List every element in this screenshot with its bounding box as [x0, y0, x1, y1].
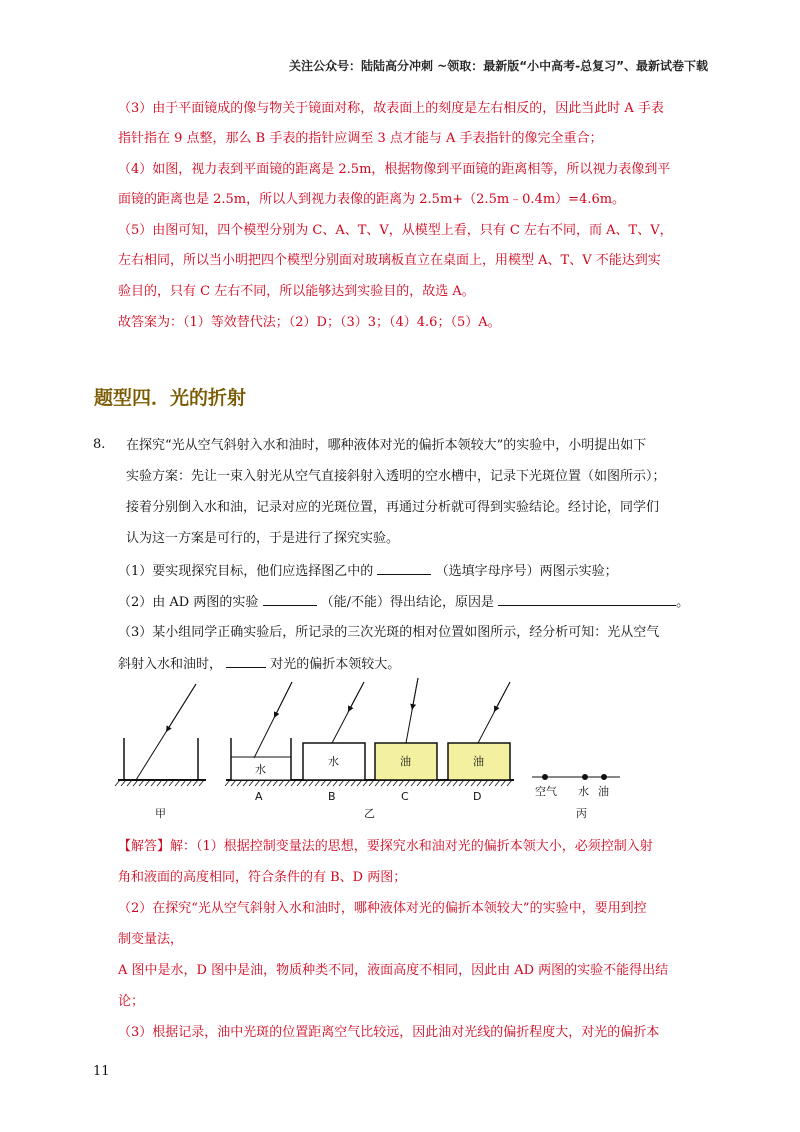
figure-jia-empty-tank — [115, 684, 206, 786]
answer-line-6: 左右相同，所以当小明把四个模型分别面对玻璃板直立在桌面上，用模型 A、T、V 不能达到实 — [118, 253, 661, 268]
label-jia: 甲 — [155, 807, 166, 820]
answer-line-7: 验目的，只有 C 左右不同，所以能够达到实验目的，故选 A。 — [118, 284, 475, 299]
sub-question-3-line-2 — [118, 655, 400, 674]
tank-d-liquid-label: 油 — [473, 755, 484, 768]
tank-b-liquid-label: 水 — [328, 755, 339, 768]
sub3-text-pre: 斜射入水和油时， — [118, 657, 223, 672]
label-a: A — [255, 790, 263, 803]
solution-text-1: 解：（1）根据控制变量法的思想，要探究水和油对光的偏折本领大小，必须控制入射 — [170, 839, 653, 854]
question-number: 8. — [93, 437, 106, 452]
spot-label-water: 水 — [578, 785, 589, 798]
page-number: 11 — [93, 1064, 110, 1079]
solution-line-2: 角和液面的高度相同，符合条件的有 B、D 两图； — [118, 870, 407, 885]
question-stem-line-2: 实验方案：先让一束入射光从空气直接斜射入透明的空水槽中，记录下光斑位置（如图所示）； — [126, 469, 666, 484]
label-c: C — [401, 790, 409, 803]
solution-line-3: （2）在探究“光从空气斜射入水和油时，哪种液体对光的偏折本领较大”的实验中，要用到控 — [118, 901, 647, 916]
solution-line-5: A 图中是水，D 图中是油，物质种类不同，液面高度不相同，因此由 AD 两图的实验不能得出结 — [118, 963, 669, 978]
sub2-text-mid: （能/不能）得出结论，原因是 — [320, 595, 495, 610]
label-d: D — [473, 790, 482, 803]
answer-line-3: （4）如图，视力表到平面镜的距离是 2.5m，根据物像到平面镜的距离相等，所以视力表像到平 — [118, 162, 671, 177]
arrow-b — [348, 682, 364, 712]
tank-c-liquid-label: 油 — [400, 755, 411, 768]
arrow-c — [412, 678, 418, 710]
answer-line-1: （3）由于平面镜成的像与物关于镜面对称，故表面上的刻度是左右相反的，因此当此时 A 手表 — [118, 101, 664, 116]
arrow-a — [274, 682, 292, 718]
sub-question-2 — [118, 593, 689, 612]
answer-line-4: 面镜的距离也是 2.5m，所以人到视力表像的距离为 2.5m+（2.5m﹣0.4m）=4.6m。 — [118, 192, 626, 207]
refraction-experiment-figure — [110, 676, 630, 826]
figure-yi-tank-c — [375, 678, 437, 780]
answer-summary: 故答案为：（1）等效替代法；（2）D；（3）3；（4）4.6；（5）A。 — [118, 315, 501, 330]
sub3-text-post: 对光的偏折本领较大。 — [270, 657, 401, 672]
spot-oil — [601, 774, 607, 780]
section-title: 题型四．光的折射 — [94, 387, 247, 409]
spot-air — [542, 774, 548, 780]
answer-blank-3[interactable] — [498, 593, 676, 606]
sub-question-3-line-1: （3）某小组同学正确实验后，所记录的三次光斑的相对位置如图所示，经分析可知：光从空气 — [118, 625, 660, 640]
sub1-text-post: （选填字母序号）两图示实验； — [435, 564, 618, 579]
answer-blank-1[interactable] — [377, 562, 431, 575]
answer-line-5: （5）由图可知，四个模型分别为 C、A、T、V，从模型上看，只有 C 左右不同，而 A、T、V， — [118, 223, 673, 238]
label-bing: 丙 — [576, 807, 587, 820]
answer-line-2: 指针指在 9 点整，那么 B 手表的指针应调至 3 点才能与 A 手表指针的像完全重合； — [118, 131, 603, 146]
sub-question-1 — [118, 562, 618, 581]
arrow-d — [494, 682, 510, 712]
answer-blank-4[interactable] — [226, 655, 266, 668]
solution-line-6: 论； — [118, 994, 145, 1009]
question-stem-line-1: 在探究“光从空气斜射入水和油时，哪种液体对光的偏折本领较大”的实验中，小明提出如下 — [126, 438, 647, 453]
solution-line-4: 制变量法， — [118, 932, 184, 947]
spot-water — [582, 774, 588, 780]
page-header: 关注公众号：陆陆高分冲刺 ~领取：最新版“小中高考-总复习”、最新试卷下载 — [289, 59, 708, 73]
sub2-text-pre: （2）由 AD 两图的实验 — [118, 595, 259, 610]
figure-yi-tank-a — [231, 682, 292, 780]
solution-line-7: （3）根据记录，油中光斑的位置距离空气比较远，因此油对光线的偏折程度大，对光的偏折本 — [118, 1025, 660, 1040]
arrow-jia — [166, 684, 196, 732]
tank-a-liquid-label: 水 — [255, 763, 266, 776]
figure-yi-tank-b — [303, 682, 365, 780]
answer-blank-2[interactable] — [263, 593, 317, 606]
sub2-text-post: 。 — [676, 595, 690, 610]
label-yi: 乙 — [364, 807, 375, 820]
label-b: B — [328, 790, 336, 803]
figure-yi-tank-d — [448, 682, 510, 780]
spot-label-oil: 油 — [598, 785, 609, 798]
sub1-text-pre: （1）要实现探究目标，他们应选择图乙中的 — [118, 564, 374, 579]
question-stem-line-3: 接着分别倒入水和油，记录对应的光斑位置，再通过分析就可得到实验结论。经讨论，同学们 — [126, 500, 660, 515]
spot-label-air: 空气 — [535, 785, 557, 798]
question-stem-line-4: 认为这一方案是可行的，于是进行了探究实验。 — [126, 531, 400, 546]
figure-bing-spot-positions — [532, 774, 620, 798]
solution-line-1 — [118, 838, 653, 856]
solution-tag: 【解答】 — [118, 839, 171, 854]
